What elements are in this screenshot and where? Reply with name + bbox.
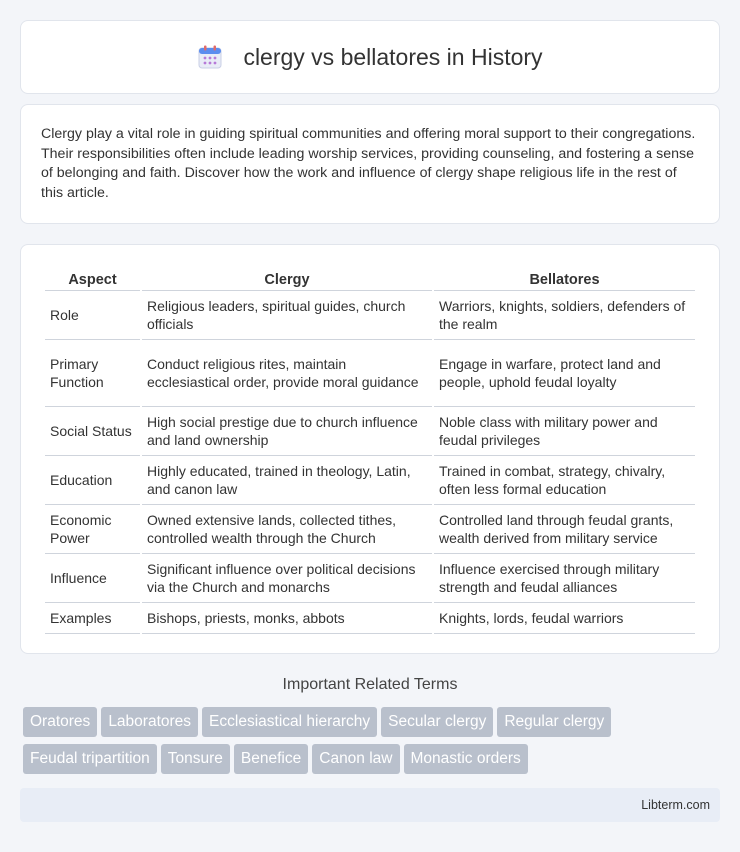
row-clergy: High social prestige due to church influence and land ownership — [142, 407, 432, 456]
tag-laboratores[interactable]: Laboratores — [101, 707, 198, 737]
row-bellatores: Trained in combat, strategy, chivalry, often less formal education — [434, 456, 695, 505]
footer — [20, 788, 720, 822]
calendar-icon — [197, 44, 223, 70]
header-clergy: Clergy — [142, 265, 432, 291]
row-clergy: Significant influence over political decisions via the Church and monarchs — [142, 554, 432, 603]
intro-text: Clergy play a vital role in guiding spiritual communities and offering moral support to their congregations. Their responsibilities often include leading worship services, providing counseling, and fostering a sense of belonging and faith. Discover how the work and influence of clergy shape religious life in the rest of this article. — [41, 126, 696, 201]
comparison-table — [43, 265, 697, 634]
comparison-table-card — [20, 244, 720, 654]
table-row — [45, 340, 695, 407]
table-header-row — [45, 265, 695, 291]
table-row — [45, 554, 695, 603]
row-clergy: Religious leaders, spiritual guides, church officials — [142, 291, 432, 340]
header-aspect: Aspect — [45, 265, 140, 291]
row-aspect: Economic Power — [45, 505, 140, 554]
row-aspect: Education — [45, 456, 140, 505]
tag-monastic-orders[interactable]: Monastic orders — [404, 744, 528, 774]
row-aspect: Primary Function — [45, 340, 140, 407]
row-aspect: Examples — [45, 603, 140, 634]
row-clergy: Highly educated, trained in theology, Latin, and canon law — [142, 456, 432, 505]
row-bellatores: Engage in warfare, protect land and people, uphold feudal loyalty — [434, 340, 695, 407]
row-aspect: Social Status — [45, 407, 140, 456]
table-row — [45, 456, 695, 505]
footer-link[interactable]: Libterm.com — [641, 798, 710, 812]
tag-benefice[interactable]: Benefice — [234, 744, 308, 774]
table-row — [45, 505, 695, 554]
page-title: clergy vs bellatores in History — [243, 43, 543, 70]
tag-secular-clergy[interactable]: Secular clergy — [381, 707, 493, 737]
row-clergy: Conduct religious rites, maintain ecclesiastical order, provide moral guidance — [142, 340, 432, 407]
tag-tonsure[interactable]: Tonsure — [161, 744, 230, 774]
header-card — [20, 20, 720, 94]
row-bellatores: Noble class with military power and feudal privileges — [434, 407, 695, 456]
header-bellatores: Bellatores — [434, 265, 695, 291]
table-row — [45, 407, 695, 456]
row-bellatores: Controlled land through feudal grants, wealth derived from military service — [434, 505, 695, 554]
row-aspect: Role — [45, 291, 140, 340]
row-clergy: Owned extensive lands, collected tithes, controlled wealth through the Church — [142, 505, 432, 554]
tag-canon-law[interactable]: Canon law — [312, 744, 399, 774]
row-bellatores: Warriors, knights, soldiers, defenders of the realm — [434, 291, 695, 340]
row-bellatores: Influence exercised through military strength and feudal alliances — [434, 554, 695, 603]
row-aspect: Influence — [45, 554, 140, 603]
tag-oratores[interactable]: Oratores — [23, 707, 97, 737]
intro-card — [20, 104, 720, 224]
tag-feudal-tripartition[interactable]: Feudal tripartition — [23, 744, 157, 774]
related-terms-title: Important Related Terms — [282, 676, 458, 693]
row-clergy: Bishops, priests, monks, abbots — [142, 603, 432, 634]
table-row — [45, 603, 695, 634]
row-bellatores: Knights, lords, feudal warriors — [434, 603, 695, 634]
table-row — [45, 291, 695, 340]
tag-regular-clergy[interactable]: Regular clergy — [497, 707, 611, 737]
related-terms-list — [23, 707, 723, 781]
tag-ecclesiastical-hierarchy[interactable]: Ecclesiastical hierarchy — [202, 707, 377, 737]
